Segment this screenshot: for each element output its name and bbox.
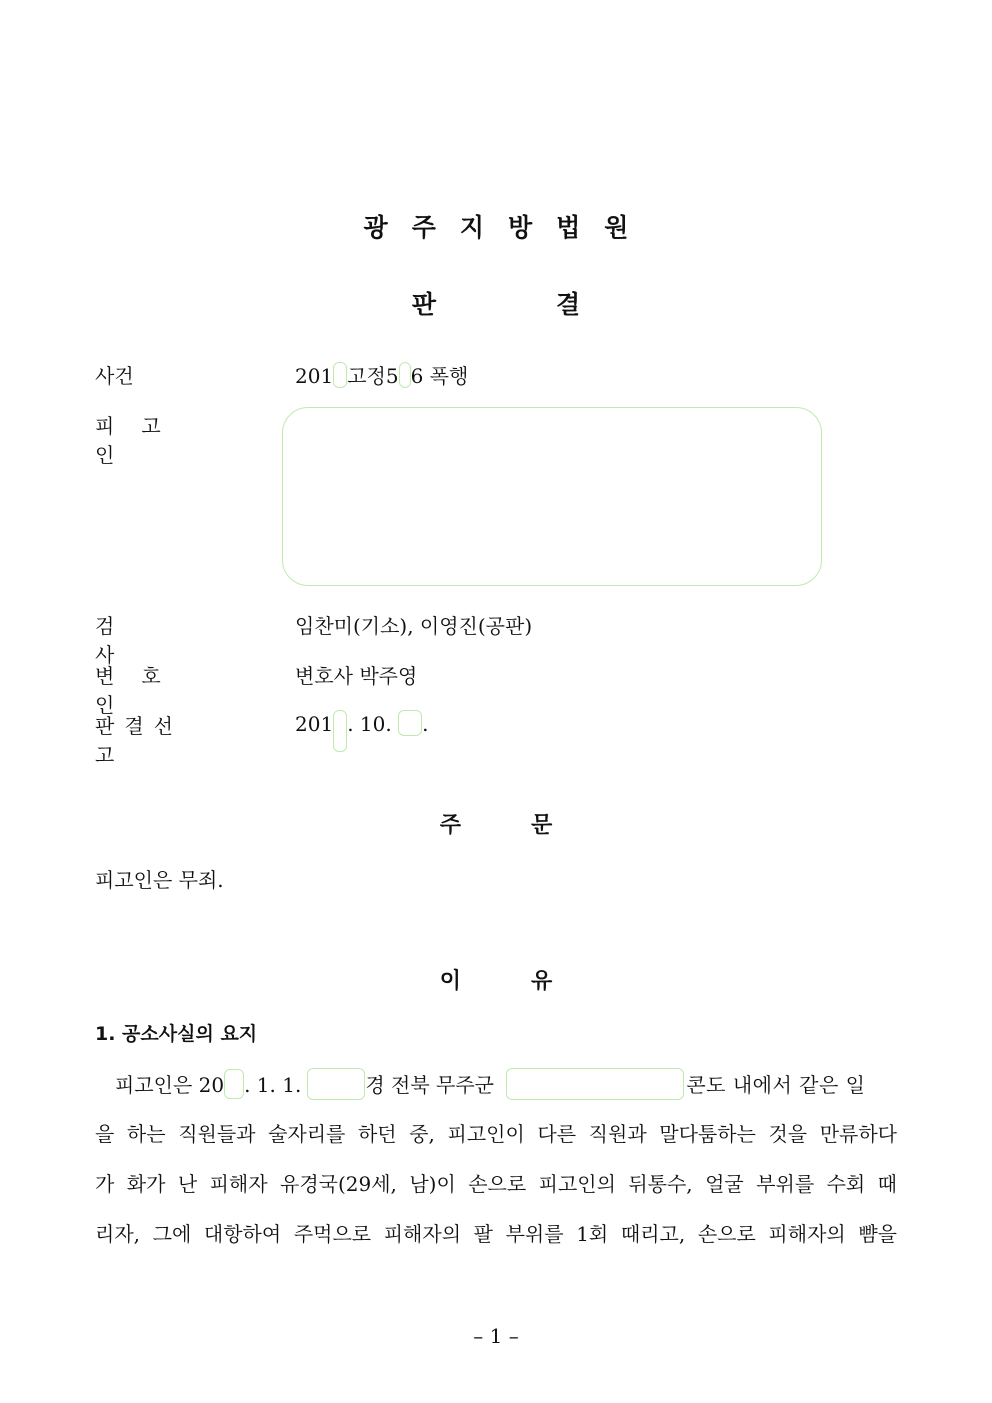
reasons-line-4: 리자, 그에 대항하여 주먹으로 피해자의 팔 부위를 1회 때리고, 손으로 피해자의 뺨을 [95,1222,897,1246]
reasons-line-2: 을 하는 직원들과 술자리를 하던 중, 피고인이 다른 직원과 말다툼하는 것을 만류하다 [95,1122,897,1146]
title-char-2: 결 [556,290,581,319]
case-number: 201 고정5 6 폭행 [295,364,469,388]
reasons-heading: 이 유 [439,969,553,994]
case-label-text: 사건 [95,364,134,388]
case-label [95,360,205,389]
order-text: 피고인은 무죄. [95,868,224,892]
document-title [0,285,992,321]
sentence-date-label: 판결선고 [95,714,183,767]
prosecutor-value: 임찬미(기소), 이영진(공판) [295,614,533,638]
prosecutor-label: 검사 [95,614,185,667]
reasons-line-1: 피고인은 20 . 1. 1. 경 전북 무주군 콘도 내에서 같은 일 [95,1068,897,1100]
court-name: 광주지방법원 [363,213,653,242]
attorney-value: 변호사 박주영 [295,664,418,688]
title-char-1: 판 [411,290,436,319]
attorney-label: 변호인 [95,664,188,717]
redacted-defendant-box [282,407,822,586]
page-number: – 1 – [473,1324,519,1348]
sentence-date: 201 . 10. . [295,710,428,752]
reasons-line-3: 가 화가 난 피해자 유경국(29세, 남)이 손으로 피고인의 뒤통수, 얼굴 부위를 수회 때 [95,1172,897,1196]
defendant-label: 피고인 [95,414,188,467]
reasons-subheading: 1. 공소사실의 요지 [95,1023,258,1045]
order-heading: 주 문 [439,813,553,838]
